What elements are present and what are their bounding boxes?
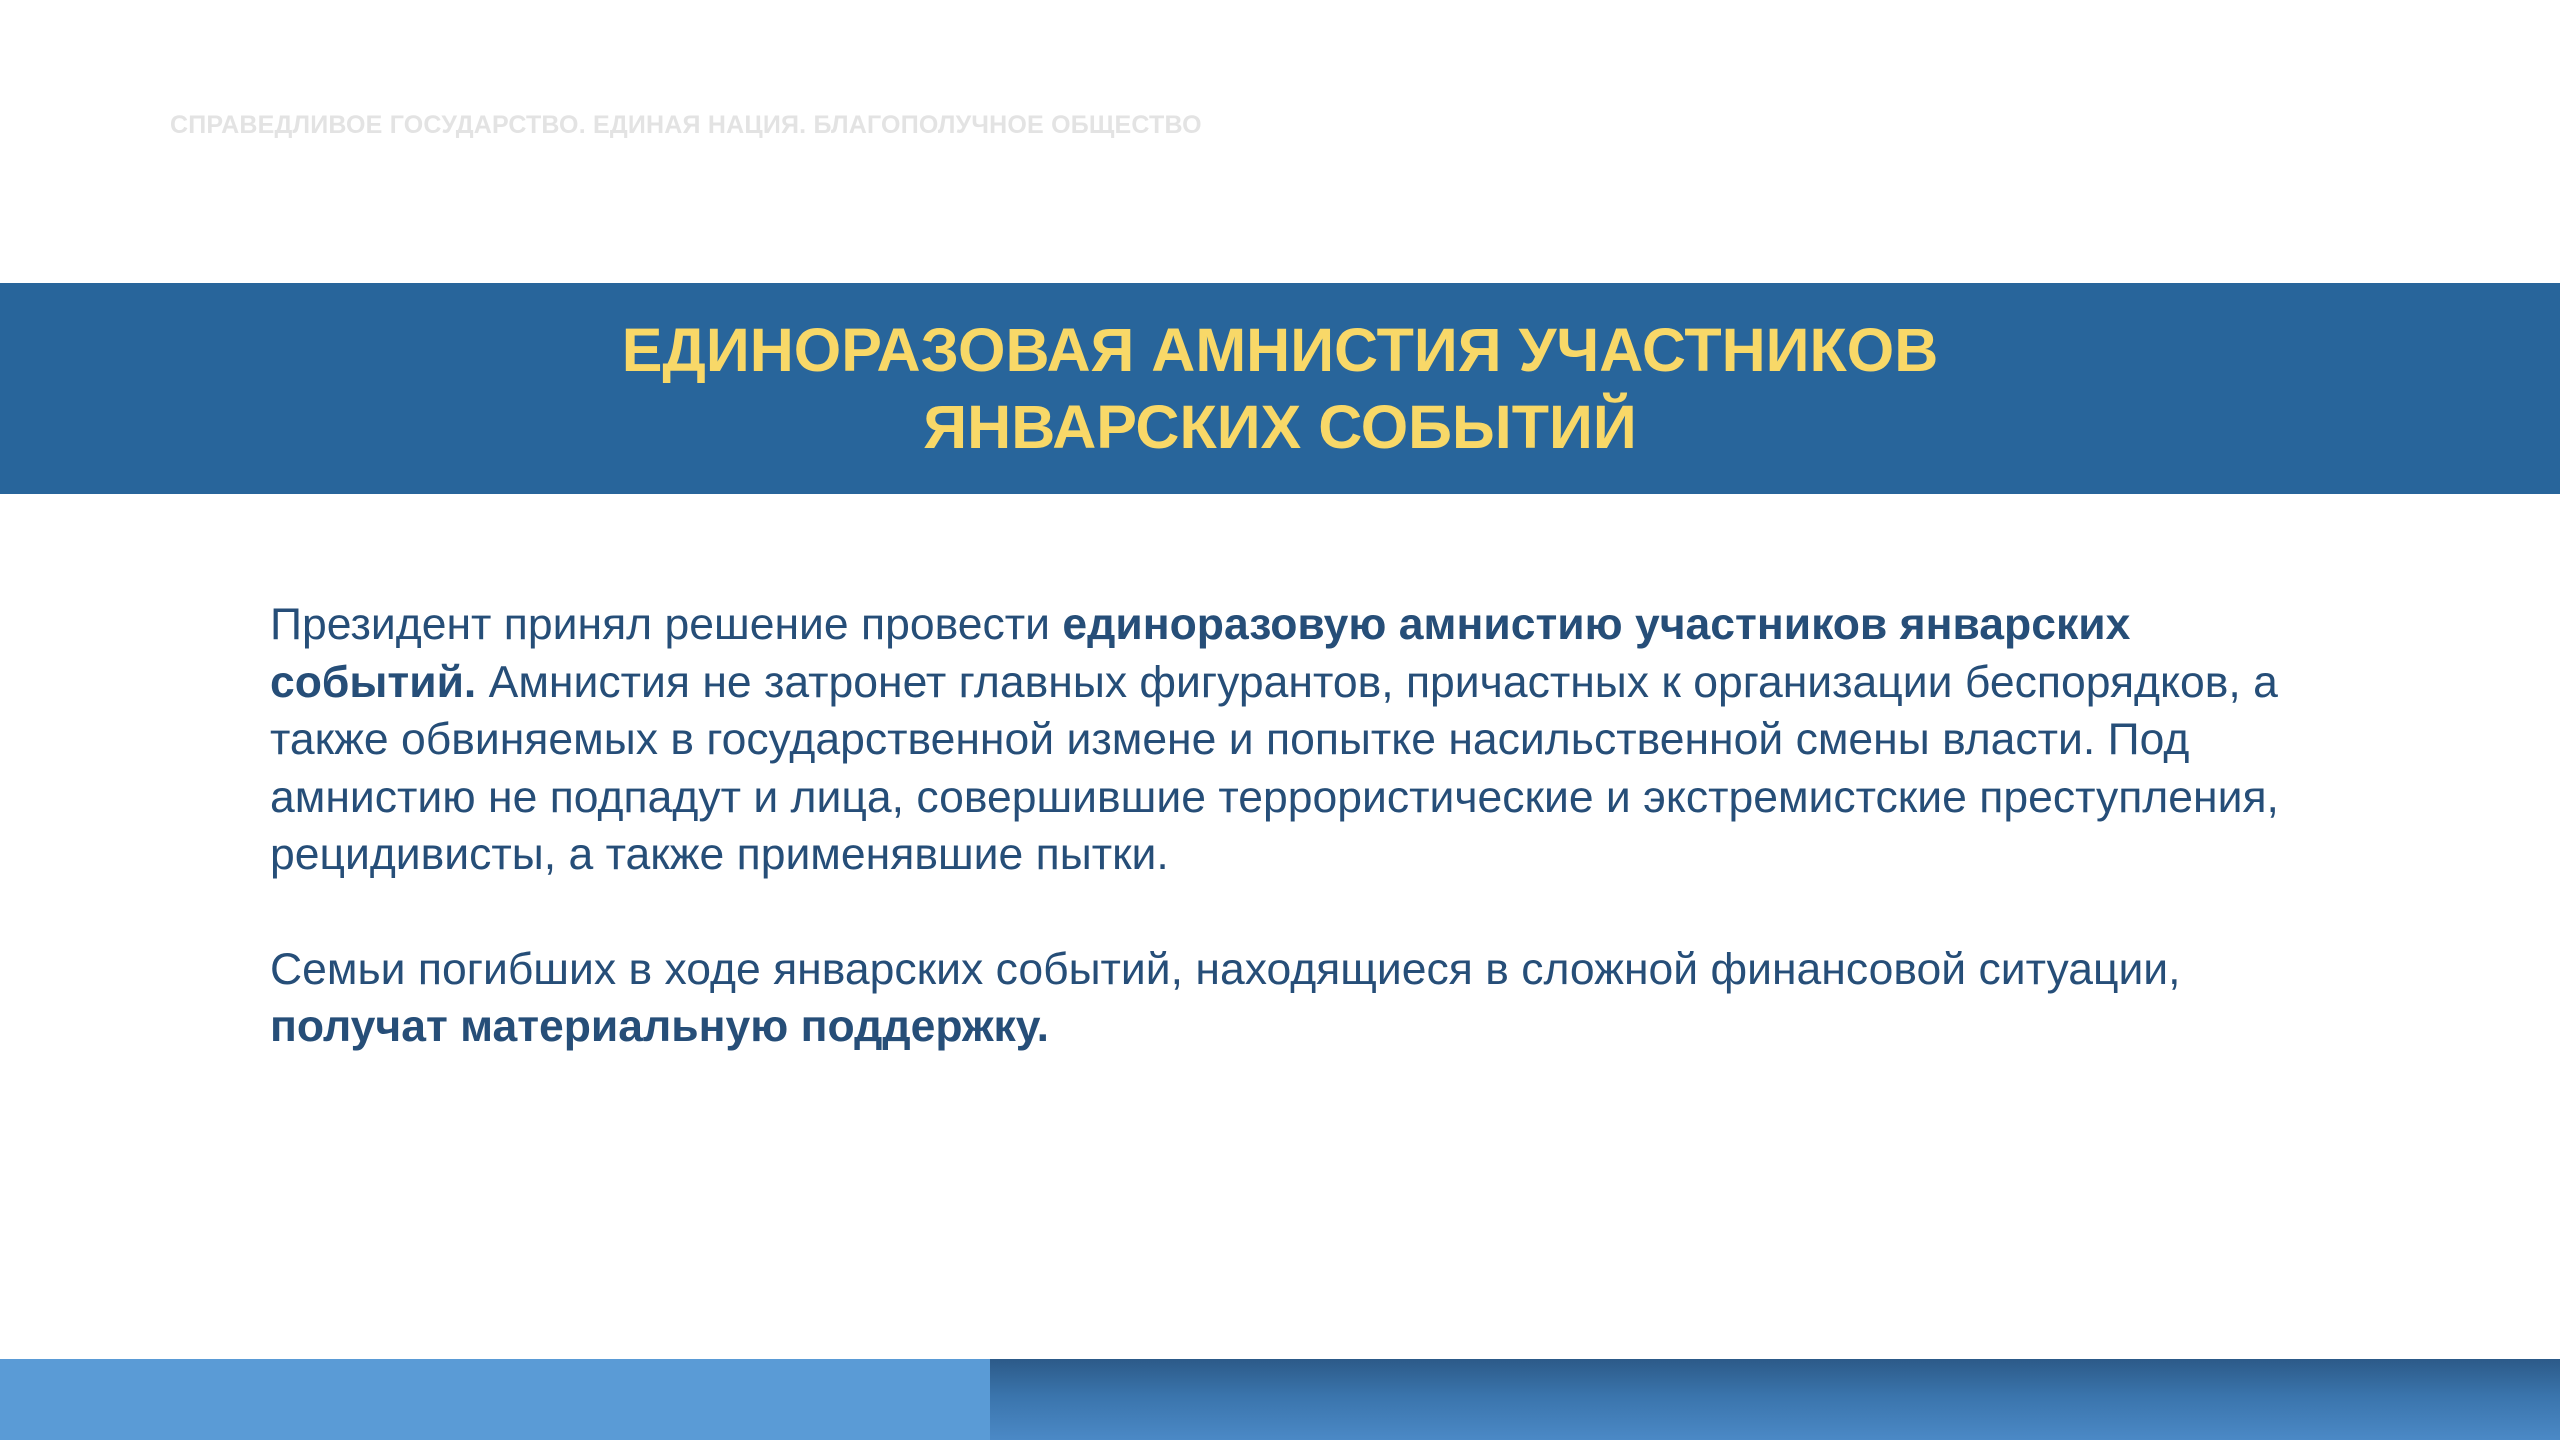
paragraph-amnesty-lead: Президент принял решение провести (270, 600, 1063, 649)
footer-bar-left (0, 1359, 990, 1440)
paragraph-amnesty (270, 596, 2290, 884)
header-tagline: СПРАВЕДЛИВОЕ ГОСУДАРСТВО. ЕДИНАЯ НАЦИЯ. БЛАГОПОЛУЧНОЕ ОБЩЕСТВО (170, 111, 1202, 139)
paragraph-support-lead: Семьи погибших в ходе январских событий, находящиеся в сложной финансовой ситуации, (270, 944, 2181, 994)
body-content (270, 596, 2290, 1056)
paragraph-support (270, 941, 2290, 1056)
footer-bar-right (990, 1359, 2560, 1440)
slide-title-line-1: ЕДИНОРАЗОВАЯ АМНИСТИЯ УЧАСТНИКОВ (621, 315, 1939, 384)
paragraph-support-emphasis: получат материальную поддержку. (270, 1002, 1049, 1051)
paragraph-amnesty-rest: Амнистия не затронет главных фигурантов, причастных к организации беспорядков, а также обвиняемых в государственной измене и попытке насильственной смены власти. Под амнистию не подпадут и лица, совершившие террористические и экстремистские преступления, рецидивисты, а также применявшие пытки. (270, 657, 2279, 879)
title-band (0, 283, 2560, 494)
slide-title (622, 312, 1939, 466)
slide-title-line-2: ЯНВАРСКИХ СОБЫТИЙ (923, 392, 1637, 461)
paragraph-amnesty-emphasis: единоразовую амнистию участников январских событий. (270, 600, 2131, 707)
